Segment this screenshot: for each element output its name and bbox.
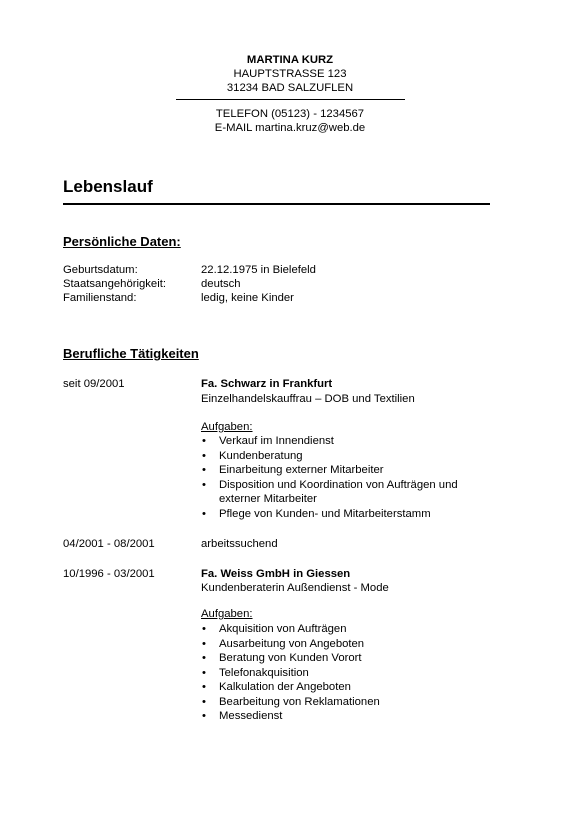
tasks-label: Aufgaben: bbox=[201, 608, 253, 620]
task-item: • Kundenberatung bbox=[202, 449, 303, 462]
task-item: • Einarbeitung externer Mitarbeiter bbox=[202, 464, 384, 476]
bullet-icon: • bbox=[202, 623, 206, 635]
entry-period: 04/2001 - 08/2001 bbox=[63, 538, 155, 550]
phone-number: TELEFON (05123) - 1234567 bbox=[215, 108, 365, 120]
bullet-icon: • bbox=[202, 710, 206, 722]
task-item: • Pflege von Kunden- und Mitarbeiterstamm bbox=[202, 507, 431, 520]
applicant-name: MARTINA KURZ bbox=[246, 54, 334, 66]
value-marital-status: ledig, keine Kinder bbox=[201, 292, 294, 304]
label-marital-status: Familienstand: bbox=[63, 292, 137, 304]
bullet-icon: • bbox=[202, 449, 206, 462]
bullet-icon: • bbox=[202, 464, 206, 476]
address-street: HAUPTSTRASSE 123 bbox=[233, 68, 347, 80]
task-list bbox=[201, 434, 491, 521]
task-item: • Verkauf im Innendienst bbox=[202, 435, 334, 447]
bullet-icon: • bbox=[202, 435, 206, 447]
value-nationality: deutsch bbox=[201, 278, 241, 290]
title-underline bbox=[63, 203, 490, 205]
bullet-icon: • bbox=[202, 695, 206, 708]
task-item: • Disposition und Koordination von Aufträgen und externer Mitarbeiter bbox=[202, 478, 458, 505]
bullet-icon: • bbox=[202, 478, 206, 491]
bullet-icon: • bbox=[202, 652, 206, 664]
section-heading-personal: Persönliche Daten: bbox=[63, 234, 181, 249]
task-item: • Bearbeitung von Reklamationen bbox=[202, 695, 380, 708]
entry-role: arbeitssuchend bbox=[201, 538, 278, 550]
label-birthdate: Geburtsdatum: bbox=[63, 264, 138, 276]
task-item: • Kalkulation der Angeboten bbox=[202, 681, 351, 693]
entry-company: Fa. Schwarz in Frankfurt bbox=[201, 378, 333, 390]
document-title: Lebenslauf bbox=[63, 177, 153, 196]
entry-role: Kundenberaterin Außendienst - Mode bbox=[201, 582, 389, 594]
entry-period: seit 09/2001 bbox=[63, 378, 125, 390]
task-item: • Akquisition von Aufträgen bbox=[202, 623, 347, 635]
label-nationality: Staatsangehörigkeit: bbox=[63, 278, 166, 290]
entry-period: 10/1996 - 03/2001 bbox=[63, 568, 155, 580]
task-item: • Messedienst bbox=[202, 710, 283, 722]
bullet-icon: • bbox=[202, 507, 206, 520]
task-item: • Telefonakquisition bbox=[202, 666, 309, 679]
header-divider bbox=[176, 99, 405, 100]
bullet-icon: • bbox=[202, 681, 206, 693]
entry-role: Einzelhandelskauffrau – DOB und Textilien bbox=[201, 393, 415, 405]
bullet-icon: • bbox=[202, 666, 206, 679]
value-birthdate: 22.12.1975 in Bielefeld bbox=[201, 264, 316, 276]
task-item: • Beratung von Kunden Vorort bbox=[202, 652, 362, 664]
task-list bbox=[201, 622, 491, 724]
entry-company: Fa. Weiss GmbH in Giessen bbox=[201, 568, 351, 580]
address-city: 31234 BAD SALZUFLEN bbox=[226, 82, 354, 94]
tasks-label: Aufgaben: bbox=[201, 421, 253, 433]
section-heading-career: Berufliche Tätigkeiten bbox=[63, 346, 199, 361]
bullet-icon: • bbox=[202, 637, 206, 650]
email-address: E-MAIL martina.kruz@web.de bbox=[214, 122, 366, 134]
task-item: • Ausarbeitung von Angeboten bbox=[202, 637, 365, 650]
